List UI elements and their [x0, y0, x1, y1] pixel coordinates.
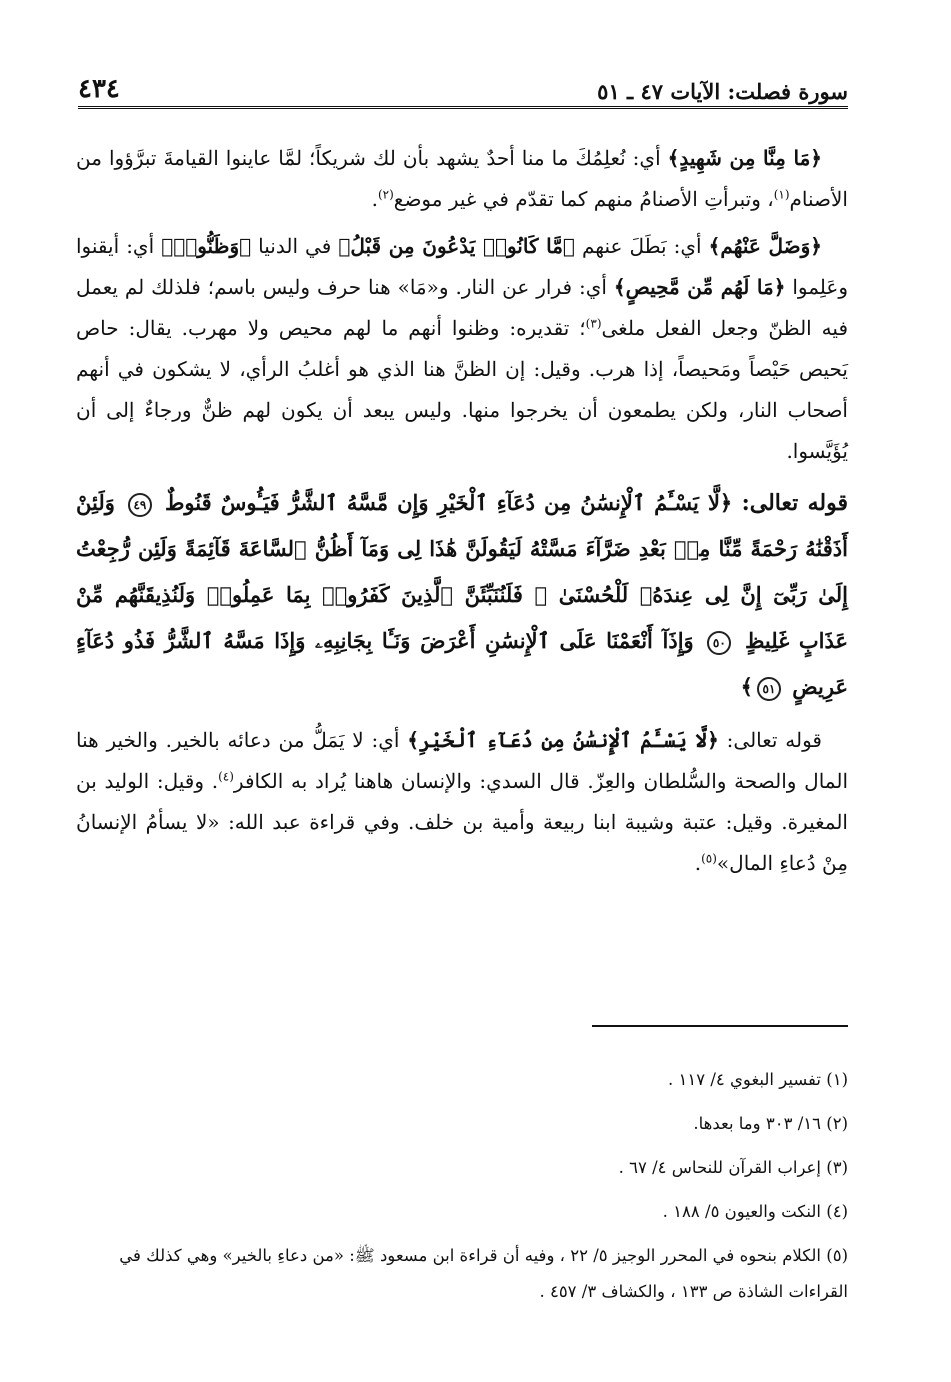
- verse-number-49: ٤٩: [128, 493, 152, 517]
- footnote-number: (٢): [826, 1114, 848, 1133]
- paragraph-text: أي: نُعلِمُكَ ما منا أحدٌ يشهد بأن لك شريكاً؛ لمَّا عاينوا القيامةَ تبرَّؤوا من الأصنام: [76, 146, 848, 211]
- paragraph-text: ، وتبرأتِ الأصنامُ منهم كما تقدّم في غير موضع: [393, 187, 774, 211]
- footnote-4: [70, 1190, 848, 1234]
- paragraph-text: ؛ تقديره: وظنوا أنهم ما لهم محيص ولا مهرب. يقال: حاص يَحيص حَيْصاً ومَحيصاً، إذا هرب. وقيل: إن الظنَّ هنا الذي هو أغلبُ الرأي، لا يشكون في أنهم أصحاب النار، ولكن يطمعون أن يخرجوا منها. وليس يبعد أن يكون لهم ظنٌّ ورجاءٌ إلى أن يُؤَيَّسوا.: [76, 316, 848, 463]
- page-number: ٤٣٤: [78, 74, 120, 104]
- verse-close-bracket: ﴾: [740, 674, 753, 699]
- footnote-ref: (١): [773, 187, 790, 202]
- verse-number-51: ٥١: [757, 677, 781, 701]
- verse-51-text: وَإِذَآ أَنْعَمْنَا عَلَى ٱلْإِنسَٰنِ أَعْرَضَ وَنَـَٔا بِجَانِبِهِۦ وَإِذَا مَسَّهُ ٱلشَّرُّ فَذُو دُعَآءٍ عَرِيضٍ: [76, 628, 848, 699]
- quran-quote: ﴿لَّا يَسْـَٔمُ ٱلْإِنسَٰنُ مِن دُعَآءِ ٱلْخَيْرِ﴾: [407, 728, 719, 752]
- header-rule: [78, 106, 848, 109]
- paragraph-text: أي: فرار عن النار. و«مَا» هنا حرف وليس باسم؛ فلذلك لم يعمل فيه الظنّ وجعل الفعل ملغى: [76, 275, 848, 340]
- paragraph-text: في الدنيا: [251, 234, 339, 258]
- footnote-separator: [592, 1025, 848, 1027]
- paragraph-2: [76, 226, 848, 472]
- footnote-text: ١٦/ ٣٠٣ وما بعدها.: [693, 1114, 821, 1133]
- verse-lead: قوله تعالى:: [732, 490, 849, 516]
- footnote-5: [70, 1238, 848, 1310]
- footnote-number: (١): [826, 1070, 848, 1089]
- quran-quote: ﴿مَّا كَانُوا۟ يَدْعُونَ مِن قَبْلُ﴾: [338, 234, 575, 258]
- footnote-number: (٤): [826, 1202, 848, 1221]
- paragraph-text: .: [371, 187, 378, 211]
- verse-block: [76, 480, 848, 710]
- paragraph-text: أي: بَطَلَ عنهم: [574, 234, 709, 258]
- footnote-ref: (٤): [218, 769, 234, 784]
- footnote-2: [70, 1102, 848, 1146]
- footnote-number: (٣): [826, 1158, 848, 1177]
- paragraph-text: . وقيل: الوليد بن المغيرة. وقيل: عتبة وشيبة ابنا ربيعة وأمية بن خلف. وفي قراءة عبد الله: «لا يسأمُ الإنسانُ مِنْ دُعاءِ المال»: [76, 769, 848, 875]
- quran-quote: ﴿وَضَلَّ عَنْهُم﴾: [708, 234, 823, 258]
- footnote-ref: (٣): [585, 316, 602, 331]
- paragraph-text: أي: لا يَمَلُّ من دعائه بالخير. والخير هنا المال والصحة والسُّلطان والعِزّ. قال السدي: والإنسان هاهنا يُراد به الكافر: [76, 728, 848, 793]
- footnote-text: الكلام بنحوه في المحرر الوجيز ٥/ ٢٢ ، وفيه أن قراءة ابن مسعود ﷺ: «من دعاءِ بالخير» وهي كذلك في القراءات الشاذة ص ١٣٣ ، والكشاف ٣/ ٤٥٧ .: [119, 1246, 848, 1301]
- running-title: سورة فصلت: الآيات ٤٧ ـ ٥١: [597, 79, 848, 104]
- footnote-ref: (٥): [701, 851, 717, 866]
- quran-quote: ﴿مَا لَهُم مِّن مَّحِيصٍ﴾: [613, 275, 786, 299]
- paragraph-text: أي: أيقنوا وعَلِموا: [76, 234, 848, 299]
- paragraph-lead: قوله تعالى:: [718, 728, 822, 752]
- footnote-3: [70, 1146, 848, 1190]
- page-header: [78, 62, 848, 104]
- verse-50-text: وَلَئِنْ أَذَقْنَٰهُ رَحْمَةً مِّنَّا مِنۢ بَعْدِ ضَرَّآءَ مَسَّتْهُ لَيَقُولَنَّ هَٰذَا لِى وَمَآ أَظُنُّ ٱلسَّاعَةَ قَآئِمَةً وَلَئِن رُّجِعْتُ إِلَىٰ رَبِّىٓ إِنَّ لِى عِندَهُۥ لَلْحُسْنَىٰ ۚ فَلَنُنَبِّئَنَّ ٱلَّذِينَ كَفَرُوا۟ بِمَا عَمِلُوا۟ وَلَنُذِيقَنَّهُم مِّنْ عَذَابٍ غَلِيظٍ: [76, 490, 849, 653]
- footnote-1: [70, 1058, 848, 1102]
- quran-quote: ﴿وَظَنُّوا۟﴾: [161, 234, 252, 258]
- paragraph-1: [76, 138, 848, 220]
- quran-quote: ﴿مَا مِنَّا مِن شَهِيدٍ﴾: [667, 146, 822, 170]
- verse-number-50: ٥٠: [707, 631, 731, 655]
- verse-49-text: ﴿لَّا يَسْـَٔمُ ٱلْإِنسَٰنُ مِن دُعَآءِ ٱلْخَيْرِ وَإِن مَّسَّهُ ٱلشَّرُّ فَيَـُٔوسٌ قَنُوطٌ: [165, 490, 733, 515]
- paragraph-3: [76, 720, 848, 884]
- footnote-text: تفسير البغوي ٤/ ١١٧ .: [667, 1070, 821, 1089]
- footnote-text: النكت والعيون ٥/ ١٨٨ .: [662, 1202, 821, 1221]
- footnote-ref: (٢): [377, 187, 394, 202]
- footnotes: [70, 1058, 848, 1310]
- main-text: [76, 138, 848, 890]
- footnote-number: (٥): [826, 1246, 848, 1265]
- paragraph-text: .: [694, 851, 702, 875]
- footnote-text: إعراب القرآن للنحاس ٤/ ٦٧ .: [618, 1158, 821, 1177]
